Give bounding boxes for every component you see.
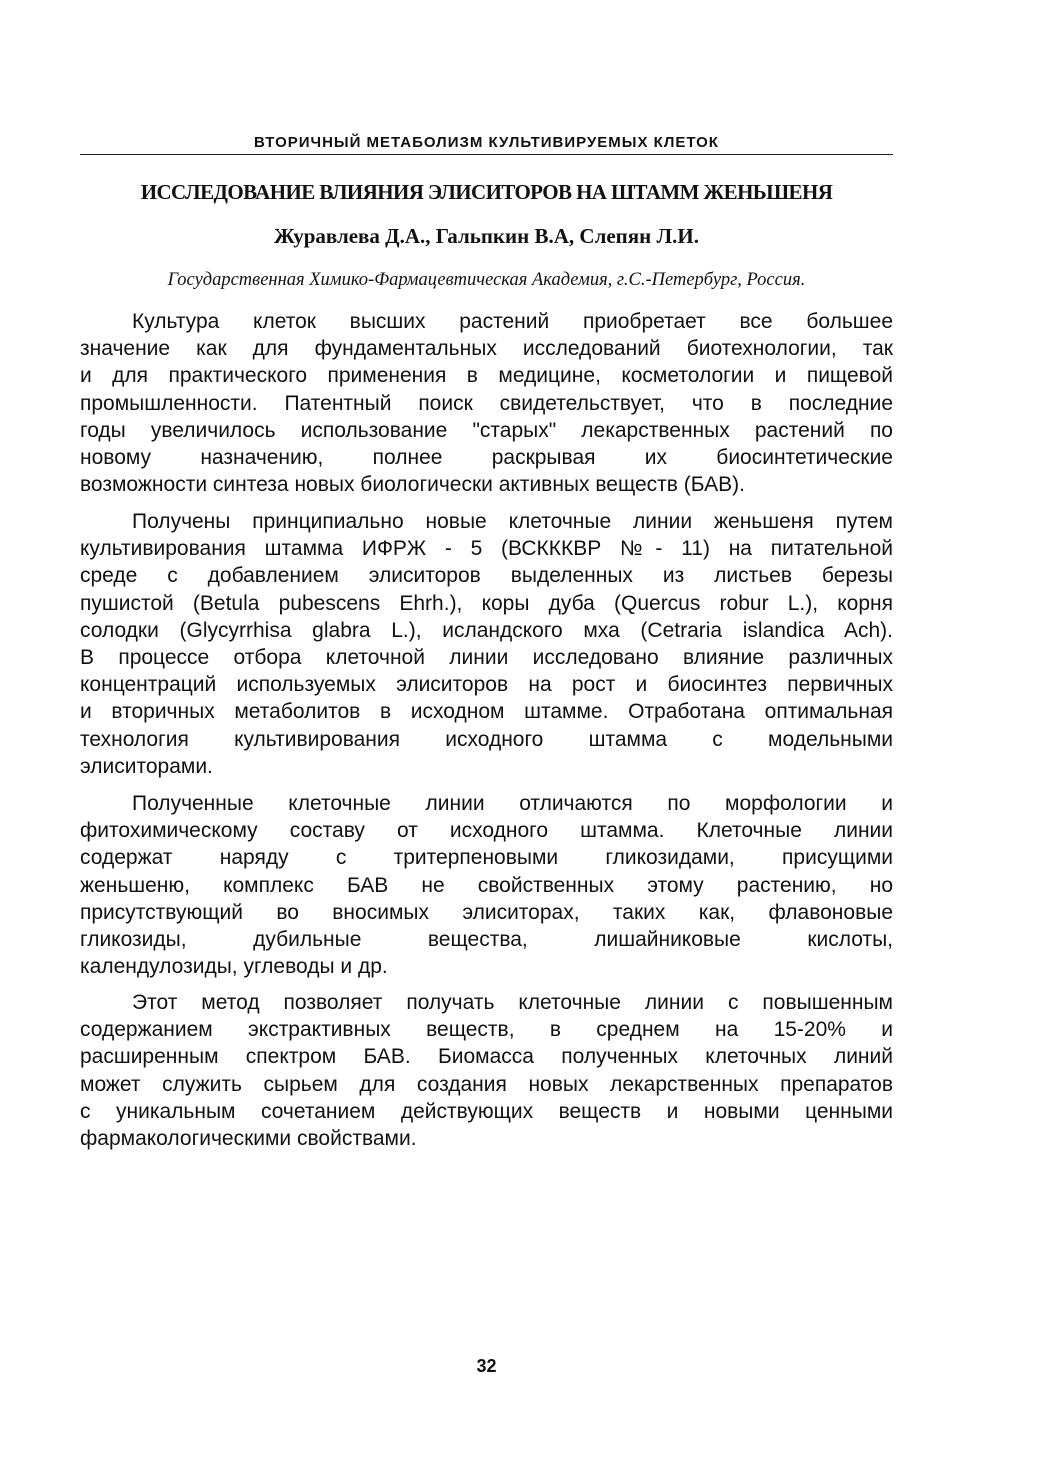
text-line: присутствующий во вносимых элиситорах, таких как, флавоновые [80,900,893,924]
body-paragraph-1 [80,308,893,498]
text-line: календулозиды, углеводы и др. [80,955,388,979]
text-line: Культура клеток высших растений приобретает все большее [132,310,893,333]
text-line: содержат наряду с тритерпеновыми гликозидами, присущими [80,846,893,870]
page-number: 32 [476,1356,497,1376]
header-rule [80,154,893,155]
text-line: фитохимическому составу от исходного штамма. Клеточные линии [80,819,893,843]
running-header: ВТОРИЧНЫЙ МЕТАБОЛИЗМ КУЛЬТИВИРУЕМЫХ КЛЕТОК [254,134,719,151]
text-line: культивирования штамма ИФРЖ - 5 (ВСКККВР №- 11) на питательной [80,537,893,561]
text-line: возможности синтеза новых биологически активных веществ (БАВ). [80,473,745,497]
body-paragraph-2 [80,508,893,780]
text-line: фармакологическими свойствами. [80,1127,417,1151]
text-line: с уникальным сочетанием действующих веществ и новыми ценными [80,1099,893,1123]
text-line: элиситорами. [80,754,213,778]
article-title: ИССЛЕДОВАНИЕ ВЛИЯНИЯ ЭЛИСИТОРОВ НА ШТАММ ЖЕНЬШЕНЯ [140,180,833,204]
text-line: концентраций используемых элиситоров на рост и биосинтез первичных [80,673,893,697]
text-line: значение как для фундаментальных исследований биотехнологии, так [80,337,893,361]
text-line: промышленности. Патентный поиск свидетельствует, что в последние [80,391,893,415]
text-line: пушистой (Betula pubescens Ehrh.), коры дуба (Quercus robur L.), корня [80,591,893,615]
text-line: годы увеличилось использование "старых" лекарственных растений по [80,418,893,442]
text-line: расширенным спектром БАВ. Биомасса полученных клеточных линий [80,1045,893,1069]
body-paragraph-3 [80,790,893,980]
text-line: и для практического применения в медицине, косметологии и пищевой [80,364,893,388]
text-line: может служить сырьем для создания новых лекарственных препаратов [80,1072,893,1096]
text-line: и вторичных метаболитов в исходном штамме. Отработана оптимальная [80,700,893,724]
text-line: женьшеню, комплекс БАВ не свойственных этому растению, но [80,873,893,897]
article-affiliation: Государственная Химико-Фармацевтическая Академия, г.С.-Петербург, Россия. [167,270,806,290]
text-line: технология культивирования исходного штамма с модельными [80,727,893,751]
text-line: Полученные клеточные линии отличаются по морфологии и [132,792,893,815]
text-line: среде с добавлением элиситоров выделенных из листьев березы [80,564,893,588]
text-line: солодки (Glycyrrhisa glabra L.), исландского мха (Cetraria islandica Ach). [80,618,893,642]
text-line: Этот метод позволяет получать клеточные линии с повышенным [132,991,893,1014]
text-line: новому назначению, полнее раскрывая их биосинтетические [80,446,893,470]
text-line: гликозиды, дубильные вещества, лишайниковые кислоты, [80,928,893,952]
text-line: В процессе отбора клеточной линии исследовано влияние различных [80,646,893,670]
text-line: Получены принципиально новые клеточные линии женьшеня путем [132,510,893,533]
article-authors: Журавлева Д.А., Гальпкин В.А, Слепян Л.И. [274,224,699,248]
text-line: содержанием экстрактивных веществ, в среднем на 15-20% и [80,1018,893,1042]
body-paragraph-4 [80,989,893,1152]
